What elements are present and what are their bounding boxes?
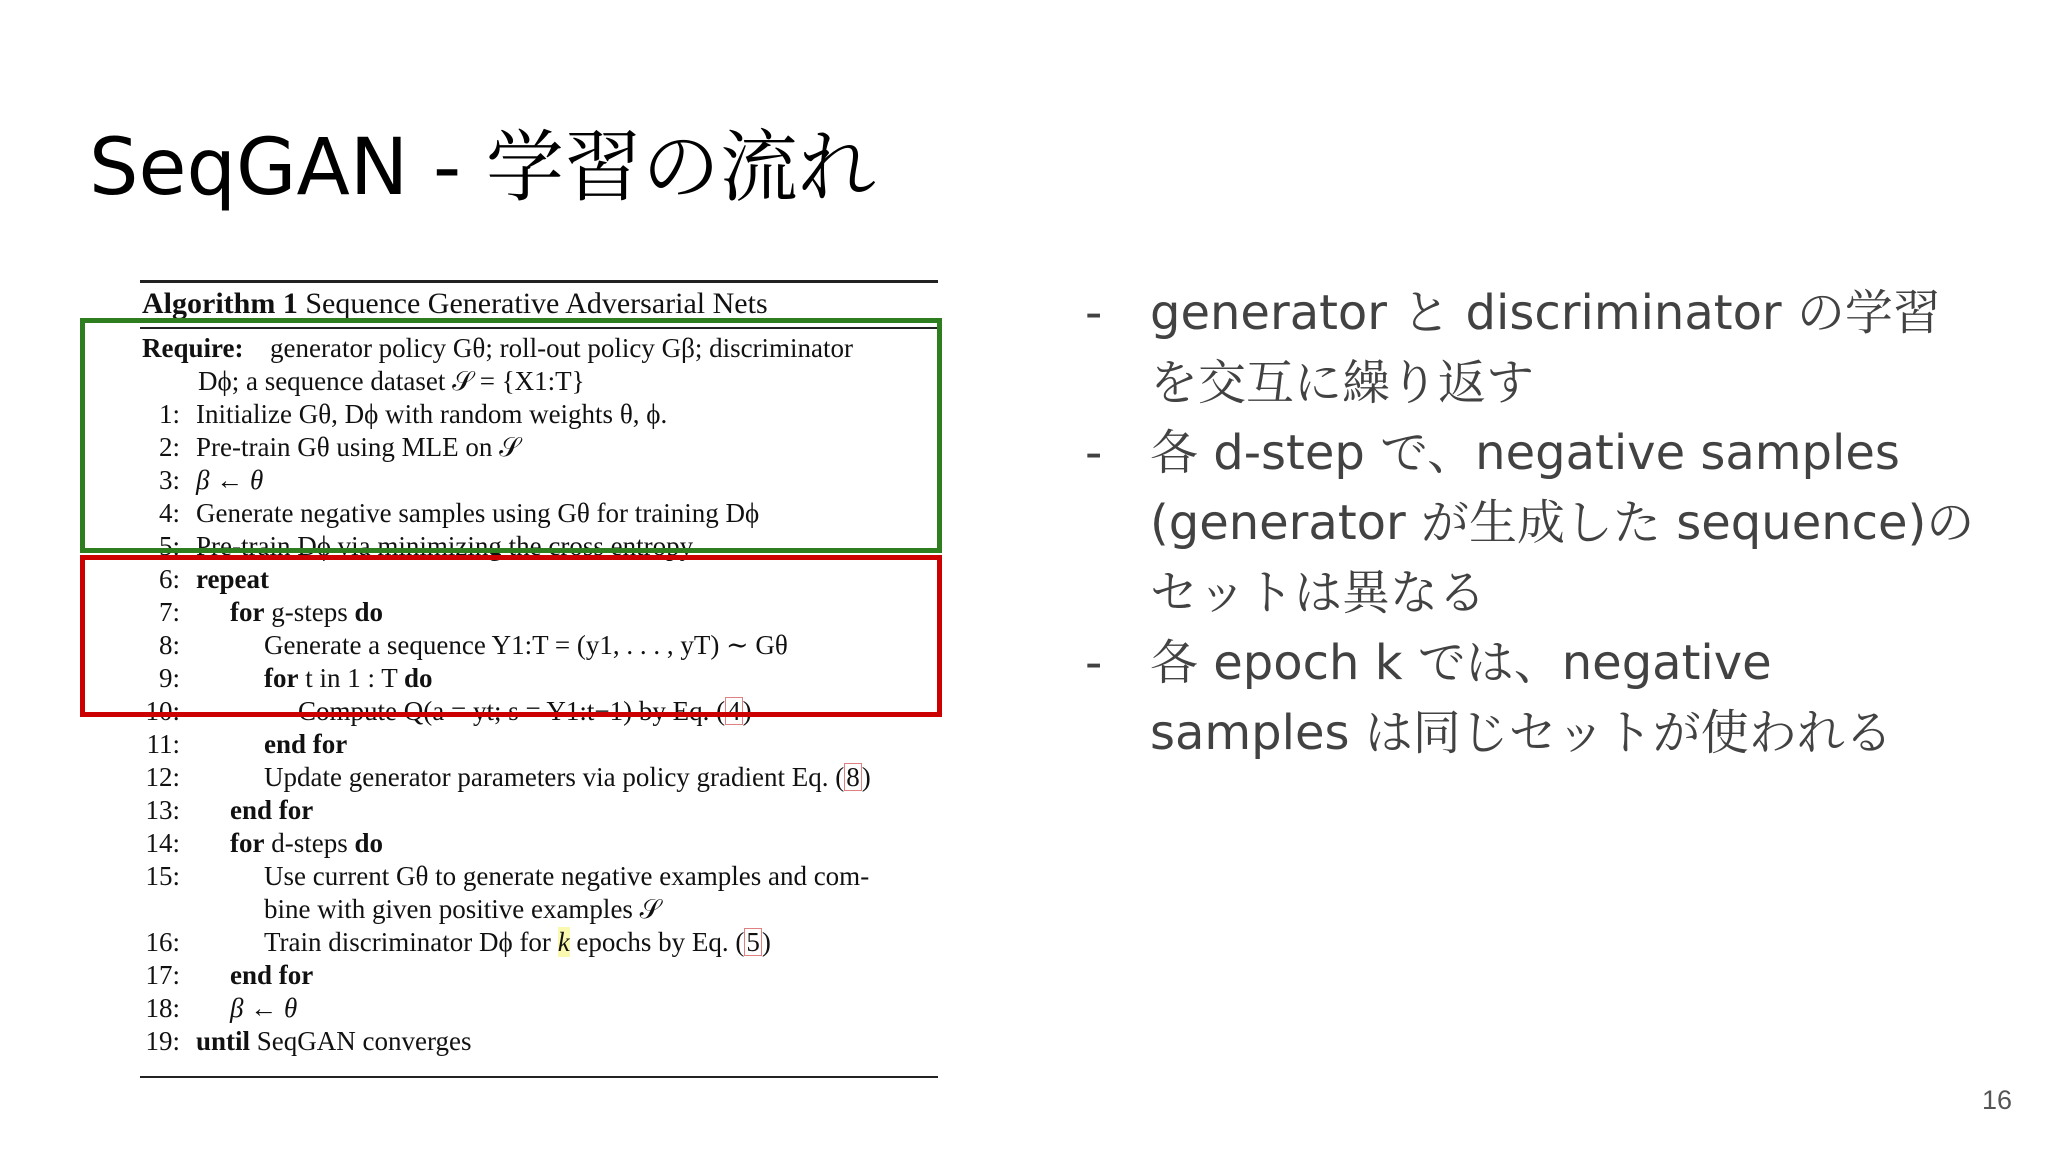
- require-keyword: Require:: [142, 333, 244, 363]
- line-number: 17:: [145, 960, 180, 990]
- line-keyword: for: [230, 597, 265, 627]
- line-keyword: do: [404, 663, 433, 693]
- bullet-dash: -: [1085, 425, 1103, 481]
- d-steps-highlight-box: [80, 555, 942, 717]
- line-text: repeat: [196, 564, 269, 594]
- line-text: Generate a sequence Y1:T = (y1, . . . , yT) ∼ Gθ: [264, 630, 788, 660]
- line-text: Use current Gθ to generate negative examples and com-: [264, 861, 870, 891]
- line-keyword: until: [196, 1026, 251, 1056]
- line-text: SeqGAN converges: [250, 1026, 472, 1056]
- line-text: Update generator parameters via policy gradient Eq. (: [264, 762, 845, 792]
- bullet-text: 各 d-step で、negative samples (generator が生成した sequence)のセットは異なる: [1150, 425, 1975, 621]
- equation-ref-link[interactable]: 4: [727, 696, 741, 726]
- line-number: 16:: [145, 927, 180, 957]
- line-text: Train discriminator Dϕ for: [264, 927, 558, 957]
- line-number: 15:: [145, 861, 180, 891]
- line-number: 18:: [145, 993, 180, 1023]
- line-text: Compute Q(a = yt; s = Y1:t−1) by Eq. (: [298, 696, 726, 726]
- line-number: 8:: [158, 630, 180, 660]
- bullet-item: [1085, 278, 1985, 418]
- equation-ref-link[interactable]: 5: [746, 927, 760, 957]
- line-number: 19:: [145, 1026, 180, 1056]
- algorithm-name: Sequence Generative Adversarial Nets: [305, 287, 768, 320]
- line-text: g-steps: [264, 597, 355, 627]
- line-keyword: for: [230, 828, 265, 858]
- line-keyword: do: [354, 828, 384, 858]
- equation-ref-link[interactable]: 8: [846, 762, 860, 792]
- line-number: 6:: [158, 564, 180, 594]
- line-text-tail: ): [861, 762, 871, 792]
- require-text-1: generator policy Gθ; roll-out policy Gβ; discriminator: [270, 333, 854, 363]
- bullet-dash: -: [1085, 285, 1103, 341]
- line-number: 5:: [158, 531, 180, 561]
- line-text: end for: [264, 729, 348, 759]
- line-number: 1:: [158, 399, 180, 429]
- line-text: end for: [230, 795, 314, 825]
- require-text-2: Dϕ; a sequence dataset 𝒮 = {X1:T}: [198, 366, 585, 396]
- line-number: 12:: [145, 762, 180, 792]
- line-number: 9:: [158, 663, 180, 693]
- line-text-tail: ): [761, 927, 771, 957]
- line-text: Pre-train Dϕ via minimizing the cross entropy: [196, 531, 694, 561]
- line-text: epochs by Eq. (: [569, 927, 745, 957]
- algorithm-label: Algorithm 1: [142, 287, 298, 320]
- line-number: 10:: [145, 696, 180, 726]
- line-text: end for: [230, 960, 314, 990]
- bullet-list: [1085, 278, 1985, 768]
- bottom-rule: [140, 1076, 938, 1078]
- line-text-tail: ): [742, 696, 752, 726]
- line-text: Pre-train Gθ using MLE on 𝒮: [196, 432, 521, 462]
- page-number: 16: [1981, 1085, 2012, 1115]
- line-text: bine with given positive examples 𝒮: [264, 894, 661, 924]
- bullet-item: [1085, 628, 1985, 768]
- line-number: 11:: [146, 729, 180, 759]
- line-number: 7:: [158, 597, 180, 627]
- bullet-text: generator と discriminator の学習を交互に繰り返す: [1150, 285, 1941, 411]
- top-rule: [140, 280, 938, 283]
- line-number: 3:: [158, 465, 180, 495]
- line-keyword: for: [264, 663, 299, 693]
- bullet-item: [1085, 418, 1985, 628]
- line-keyword: do: [354, 597, 384, 627]
- highlighted-k: k: [557, 927, 570, 957]
- g-steps-highlight-box: [80, 318, 942, 553]
- slide-title: SeqGAN - 学習の流れ: [89, 123, 876, 213]
- line-number: 13:: [145, 795, 180, 825]
- line-text: t in 1 : T: [298, 663, 405, 693]
- line-text: Initialize Gθ, Dϕ with random weights θ, ϕ.: [196, 399, 668, 429]
- line-number: 2:: [158, 432, 180, 462]
- line-number: 4:: [158, 498, 180, 528]
- line-text: β ← θ: [196, 465, 264, 495]
- line-number: 14:: [145, 828, 180, 858]
- line-text: β ← θ: [230, 993, 298, 1023]
- bullet-dash: -: [1085, 635, 1103, 691]
- bullet-text: 各 epoch k では、negative samples は同じセットが使われる: [1150, 635, 1893, 761]
- line-text: d-steps: [264, 828, 355, 858]
- line-text: Generate negative samples using Gθ for training Dϕ: [196, 498, 760, 528]
